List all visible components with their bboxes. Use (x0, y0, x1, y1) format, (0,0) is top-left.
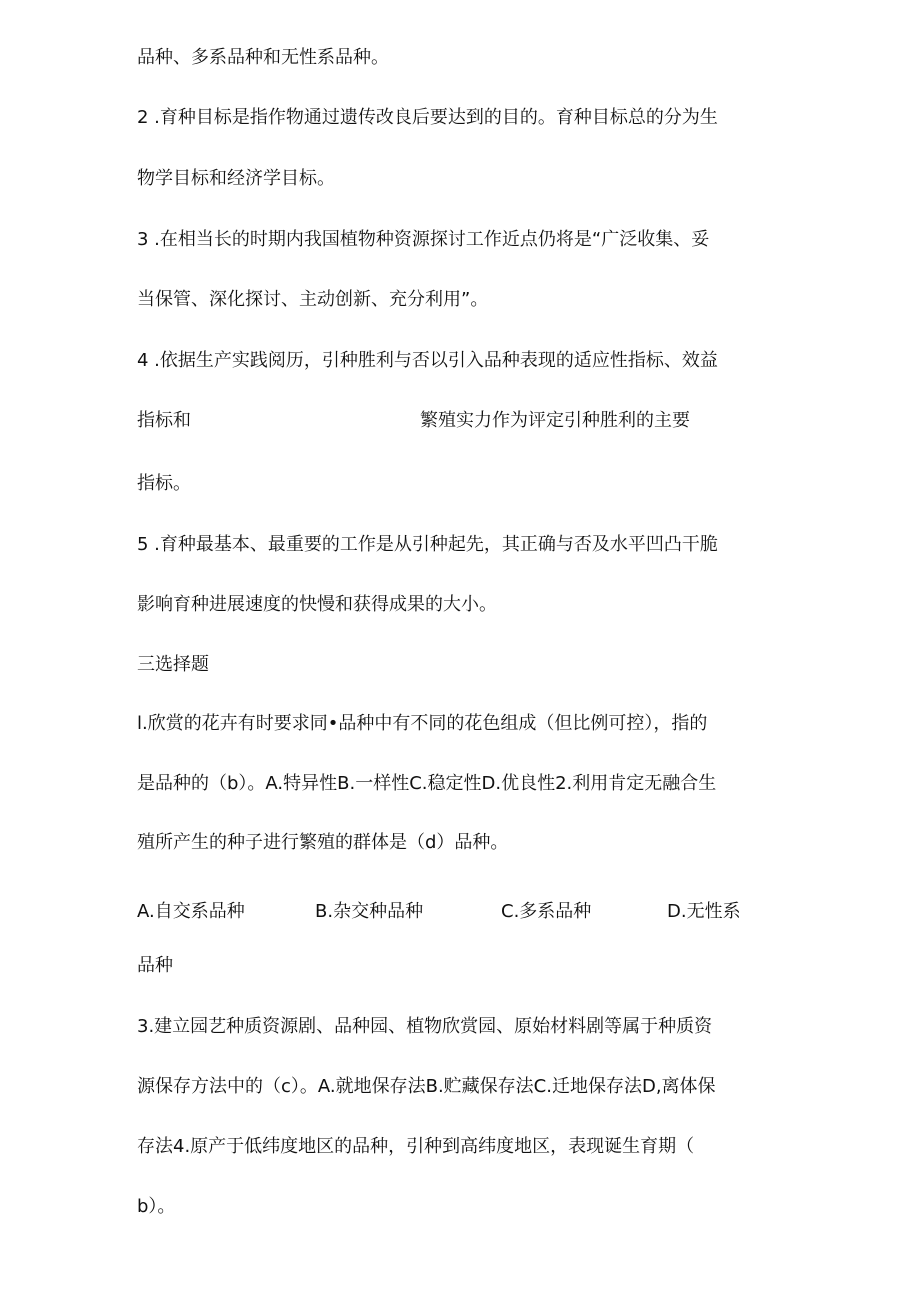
text-line-13: 是品种的（b）。A.特异性B.一样性C.稳定性D.优良性2.利用肯定无融合生 (137, 773, 717, 794)
text-line-1: 品种、多系品种和无性系品种。 (137, 47, 389, 68)
text-line-5: 当保管、深化探讨、主动创新、充分利用”。 (137, 289, 489, 310)
text-line-14: 殖所产生的种子进行繁殖的群体是（d）品种。 (137, 832, 509, 853)
text-line-17: 3.建立园艺种质资源剧、品种园、植物欣赏园、原始材料剧等属于种质资 (137, 1016, 713, 1037)
text-line-16: 品种 (137, 955, 173, 976)
text-line-12: l.欣赏的花卉有时要求同•品种中有不同的花色组成（但比例可控），指的 (137, 713, 708, 734)
text-line-18: 源保存方法中的（c）。A.就地保存法B.贮藏保存法C.迁地保存法D,离体保 (137, 1076, 716, 1097)
text-line-2: 2 .育种目标是指作物通过遗传改良后要达到的目的。育种目标总的分为生 (137, 107, 718, 128)
text-line-10: 影响育种进展速度的快慢和获得成果的大小。 (137, 594, 497, 615)
option-b: B.杂交种品种 (315, 901, 424, 922)
text-line-8: 指标。 (137, 473, 191, 494)
text-line-3: 物学目标和经济学目标。 (137, 168, 335, 189)
text-line-4: 3 .在相当长的时期内我国植物种资源探讨工作近点仍将是“广泛收集、妥 (137, 229, 710, 250)
split-line-right: 繁殖实力作为评定引种胜利的主要 (420, 410, 690, 431)
section-heading: 三选择题 (137, 654, 209, 675)
option-d: D.无性系 (667, 901, 741, 922)
text-line-19: 存法4.原产于低纬度地区的品种，引种到高纬度地区，表现诞生育期（ (137, 1136, 695, 1157)
text-line-6: 4 .依据生产实践阅历，引种胜利与否以引入品种表现的适应性指标、效益 (137, 350, 718, 371)
option-a: A.自交系品种 (137, 901, 245, 922)
text-line-20: b）。 (137, 1196, 176, 1217)
split-line-left: 指标和 (137, 410, 191, 431)
option-c: C.多系品种 (501, 901, 592, 922)
text-line-9: 5 .育种最基本、最重要的工作是从引种起先，其正确与否及水平凹凸干脆 (137, 534, 718, 555)
